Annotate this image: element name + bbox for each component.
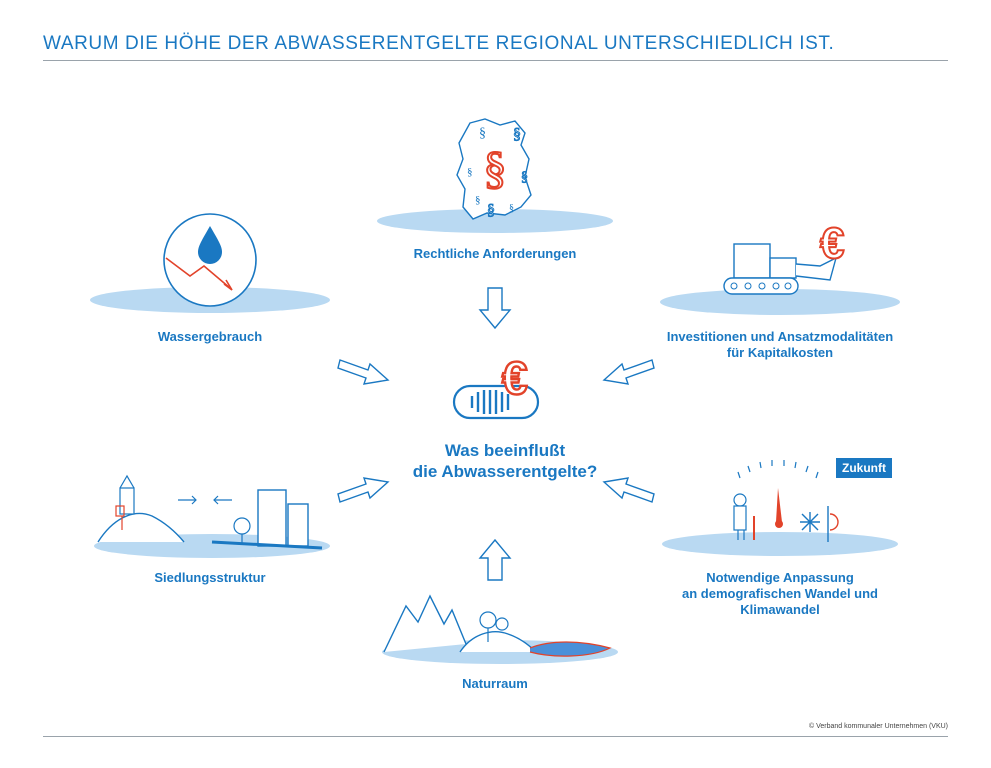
mountains-lake-icon bbox=[380, 588, 620, 668]
arrow-down-icon bbox=[478, 286, 512, 330]
village-city-icon bbox=[92, 470, 332, 570]
arrow-left-up-icon bbox=[602, 476, 654, 512]
future-badge: Zukunft bbox=[836, 458, 892, 478]
svg-text:§: § bbox=[487, 202, 495, 219]
copyright-note: © Verband kommunaler Unternehmen (VKU) bbox=[809, 723, 948, 730]
invest-line-1: Investitionen und Ansatzmodalitäten bbox=[666, 329, 894, 344]
adapt-line-3: Klimawandel bbox=[740, 602, 820, 617]
svg-text:§: § bbox=[513, 126, 521, 143]
center-question-line-1: Was beeinflußt bbox=[444, 441, 566, 460]
svg-text:§: § bbox=[509, 203, 514, 214]
germany-paragraph-icon bbox=[375, 115, 615, 235]
factor-label-invest bbox=[640, 329, 920, 361]
excavator-euro-icon bbox=[660, 214, 900, 324]
center-question bbox=[380, 440, 630, 482]
svg-text:€: € bbox=[502, 352, 528, 404]
factor-label-legal: Rechtliche Anforderungen bbox=[413, 246, 577, 261]
svg-text:§: § bbox=[483, 142, 507, 193]
factor-label-nature: Naturraum bbox=[462, 676, 528, 691]
adapt-line-2: an demografischen Wandel und bbox=[682, 586, 878, 601]
bottom-divider bbox=[43, 736, 948, 737]
svg-text:§: § bbox=[479, 126, 486, 141]
center-question-line-2: die Abwasserentgelte? bbox=[412, 462, 598, 481]
svg-text:§: § bbox=[475, 194, 481, 206]
adapt-line-1: Notwendige Anpassung bbox=[706, 570, 854, 585]
arrow-left-down-icon bbox=[602, 350, 654, 386]
page-title: WARUM DIE HÖHE DER ABWASSERENTGELTE REGIONAL UNTERSCHIEDLICH IST. bbox=[43, 33, 835, 54]
svg-text:€: € bbox=[820, 219, 845, 268]
svg-text:§: § bbox=[521, 170, 528, 185]
svg-text:§: § bbox=[467, 166, 473, 178]
top-divider bbox=[43, 60, 948, 61]
factor-label-adapt bbox=[660, 570, 900, 618]
water-drop-icon bbox=[90, 214, 330, 324]
invest-line-2: für Kapitalkosten bbox=[726, 345, 834, 360]
factor-label-settlement: Siedlungsstruktur bbox=[154, 570, 266, 585]
factor-label-water: Wassergebrauch bbox=[157, 329, 263, 344]
wastewater-pipe-euro-icon bbox=[450, 350, 550, 430]
arrow-right-up-icon bbox=[338, 476, 390, 512]
arrow-up-icon bbox=[478, 538, 512, 582]
arrow-right-down-icon bbox=[338, 350, 390, 386]
